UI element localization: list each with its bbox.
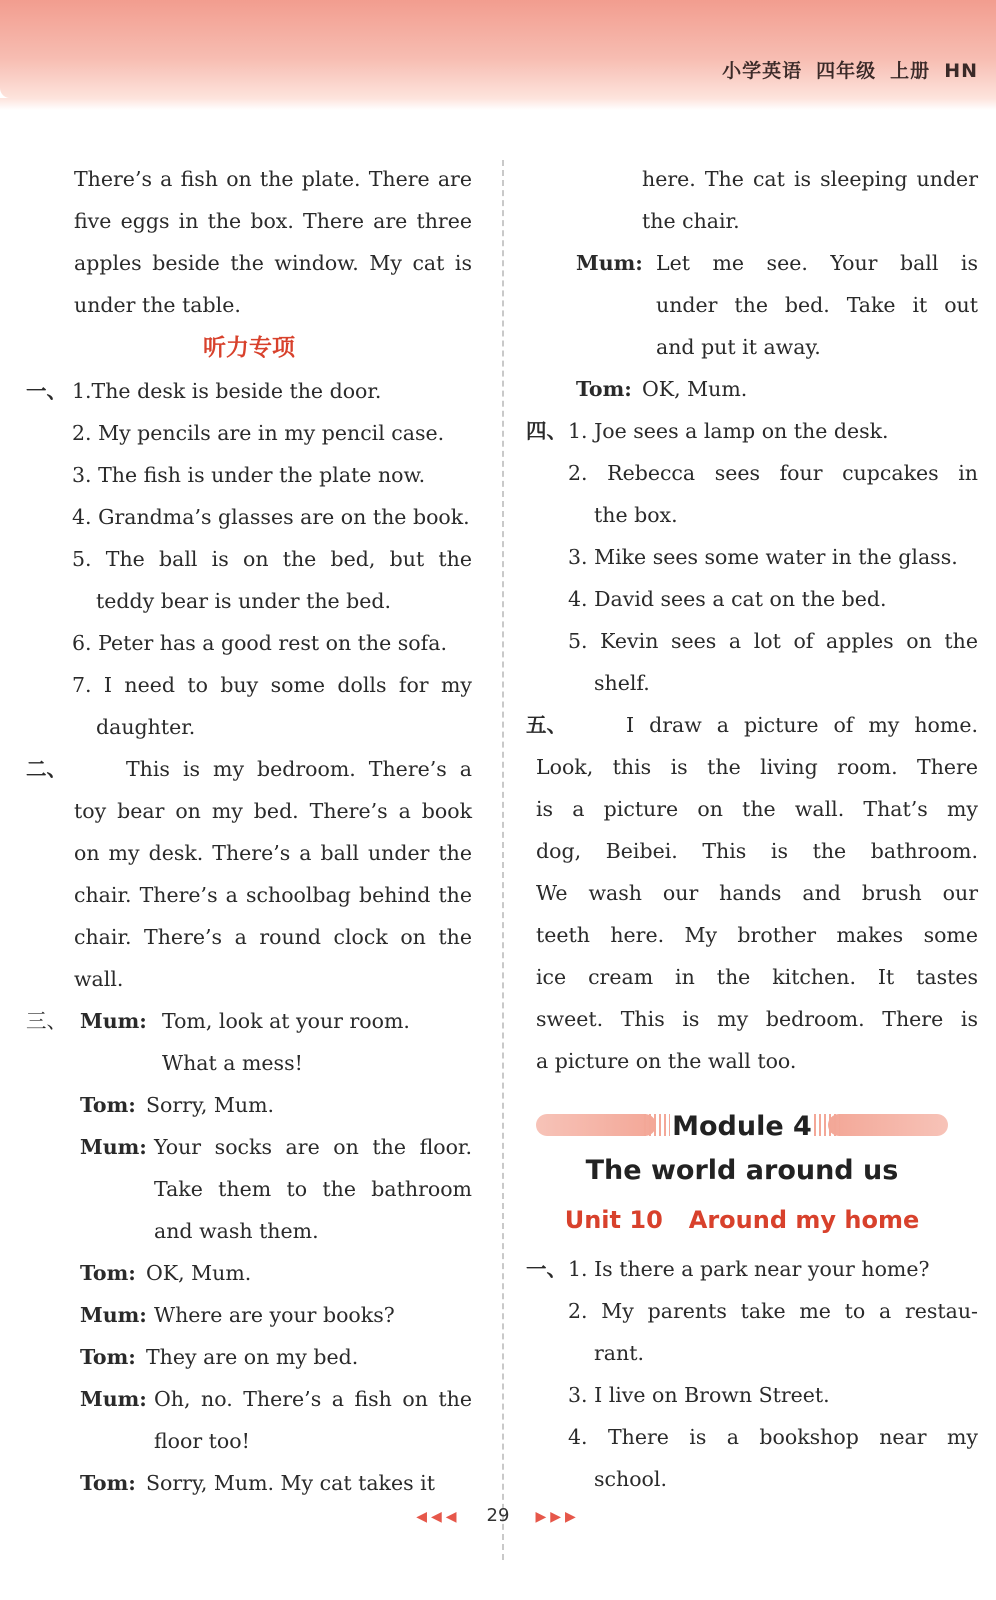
s5-line: We wash our hands and brush our [536, 881, 978, 905]
dialogue-turn [26, 1000, 472, 1084]
right-column [526, 158, 978, 1500]
s5-first-line: 五、 I draw a picture of my home. [526, 704, 978, 746]
s3-label: 三、 [26, 1009, 67, 1033]
next-arrows-icon: ▶▶▶ [535, 1509, 580, 1525]
utterance: Let me see. Your ball is [656, 251, 978, 275]
utterance: OK, Mum. [146, 1261, 252, 1285]
speaker: Mum: [80, 1009, 147, 1033]
utterance: What a mess! [162, 1051, 303, 1075]
dialogue-turn [26, 1336, 472, 1378]
dialogue [26, 1000, 472, 1504]
dialogue-cont: here. The cat is sleeping under [642, 167, 978, 191]
u1-item: 一、1. Is there a park near your home? [526, 1248, 978, 1290]
utterance: Your socks are on the floor. [154, 1135, 472, 1159]
utterance: and wash them. [154, 1219, 319, 1243]
s1-label: 一、 [26, 379, 67, 403]
speaker: Mum: [80, 1387, 147, 1411]
dialogue-cont: the chair. [642, 209, 740, 233]
unit-name: Around my home [688, 1206, 920, 1234]
u1-item: 3. I live on Brown Street. [568, 1383, 830, 1407]
s2-line: wall. [74, 967, 124, 991]
speaker: Tom: [80, 1471, 136, 1495]
speaker: Tom: [80, 1261, 136, 1285]
speaker: Mum: [576, 251, 643, 275]
utterance: Where are your books? [154, 1303, 395, 1327]
module-banner [536, 1100, 978, 1148]
s5-line: is a picture on the wall. That’s my [536, 797, 978, 821]
header-volume: 上册 [890, 60, 931, 82]
s4-label: 四、 [526, 419, 567, 443]
utterance: Sorry, Mum. [146, 1093, 275, 1117]
s4-item: 5. Kevin sees a lot of apples on the [568, 629, 978, 653]
module-title: Module 4 [672, 1111, 812, 1142]
dialogue-turn [536, 242, 978, 368]
dialogue-turn [26, 1126, 472, 1252]
header-subject: 小学英语 [722, 60, 803, 82]
utterance: They are on my bed. [146, 1345, 359, 1369]
s4-item: 四、1. Joe sees a lamp on the desk. [526, 410, 978, 452]
s4-item: 3. Mike sees some water in the glass. [568, 545, 958, 569]
unit-number: Unit 10 [564, 1206, 663, 1234]
speaker: Mum: [80, 1135, 147, 1159]
speaker: Tom: [576, 377, 632, 401]
dialogue-turn [26, 1084, 472, 1126]
speaker: Tom: [80, 1345, 136, 1369]
s5-label: 五、 [526, 713, 567, 737]
dialogue-turn [536, 368, 978, 410]
s5-line: teeth here. My brother makes some [536, 923, 978, 947]
utterance: Sorry, Mum. My cat takes it [146, 1471, 435, 1495]
s4-item: 2. Rebecca sees four cupcakes in [568, 461, 978, 485]
u1-item: 4. There is a bookshop near my [568, 1425, 978, 1449]
intro-line: There’s a fish on the plate. There are [74, 167, 472, 191]
s1-item: 7. I need to buy some dolls for my [72, 673, 472, 697]
s2-line: chair. There’s a round clock on the [74, 925, 472, 949]
header-band [0, 0, 996, 98]
s5-line: ice cream in the kitchen. It tastes [536, 965, 978, 989]
u1-item-cont: rant. [594, 1341, 644, 1365]
module-subtitle: The world around us [585, 1155, 899, 1186]
s4-item-cont: the box. [594, 503, 678, 527]
column-divider [502, 160, 504, 1560]
utterance: Oh, no. There’s a fish on the [154, 1387, 472, 1411]
s1-item: 4. Grandma’s glasses are on the book. [72, 505, 470, 529]
s1-item: 6. Peter has a good rest on the sofa. [72, 631, 447, 655]
s1-item: 3. The fish is under the plate now. [72, 463, 426, 487]
dialogue-turn [26, 1462, 472, 1504]
s5-line: Look, this is the living room. There [536, 755, 978, 779]
dialogue-turn [26, 1378, 472, 1462]
s5-line: sweet. This is my bedroom. There is [536, 1007, 978, 1031]
utterance: under the bed. Take it out [656, 293, 978, 317]
utterance: OK, Mum. [642, 377, 748, 401]
s2-line: on my desk. There’s a ball under the [74, 841, 472, 865]
utterance: floor too! [154, 1429, 250, 1453]
page-number: 29 [486, 1505, 510, 1526]
s5-line: dog, Beibei. This is the bathroom. [536, 839, 978, 863]
s2-line: toy bear on my bed. There’s a book [74, 799, 472, 823]
header-edition: HN [944, 60, 978, 82]
section-title: 听力专项 [203, 335, 295, 361]
header-title [708, 56, 978, 83]
unit-title [536, 1196, 978, 1248]
s1-item-cont: teddy bear is under the bed. [96, 589, 392, 613]
s1-item: 一、 1.The desk is beside the door. [26, 370, 472, 412]
s2-line: chair. There’s a schoolbag behind the [74, 883, 472, 907]
header-grade: 四年级 [816, 60, 877, 82]
left-column [26, 158, 472, 1504]
s2-first-line: 二、 This is my bedroom. There’s a [26, 748, 472, 790]
prev-arrows-icon: ◀◀◀ [416, 1509, 461, 1525]
dialogue-turn [26, 1252, 472, 1294]
s5-line: a picture on the wall too. [536, 1049, 797, 1073]
u1-label: 一、 [526, 1257, 567, 1281]
dialogue-turn [26, 1294, 472, 1336]
s2-label: 二、 [26, 757, 67, 781]
utterance: Take them to the bathroom [154, 1177, 472, 1201]
utterance: and put it away. [656, 335, 821, 359]
intro-line: under the table. [74, 293, 241, 317]
u1-item: 2. My parents take me to a restau- [568, 1299, 978, 1323]
speaker: Mum: [80, 1303, 147, 1327]
s4-item-cont: shelf. [594, 671, 650, 695]
intro-line: apples beside the window. My cat is [74, 251, 472, 275]
page-footer [0, 1505, 996, 1526]
u1-item-cont: school. [594, 1467, 667, 1491]
speaker: Tom: [80, 1093, 136, 1117]
utterance: Tom, look at your room. [162, 1009, 410, 1033]
s1-item-cont: daughter. [96, 715, 196, 739]
intro-line: five eggs in the box. There are three [74, 209, 472, 233]
s1-item: 5. The ball is on the bed, but the [72, 547, 472, 571]
s4-item: 4. David sees a cat on the bed. [568, 587, 887, 611]
s1-item: 2. My pencils are in my pencil case. [72, 421, 445, 445]
